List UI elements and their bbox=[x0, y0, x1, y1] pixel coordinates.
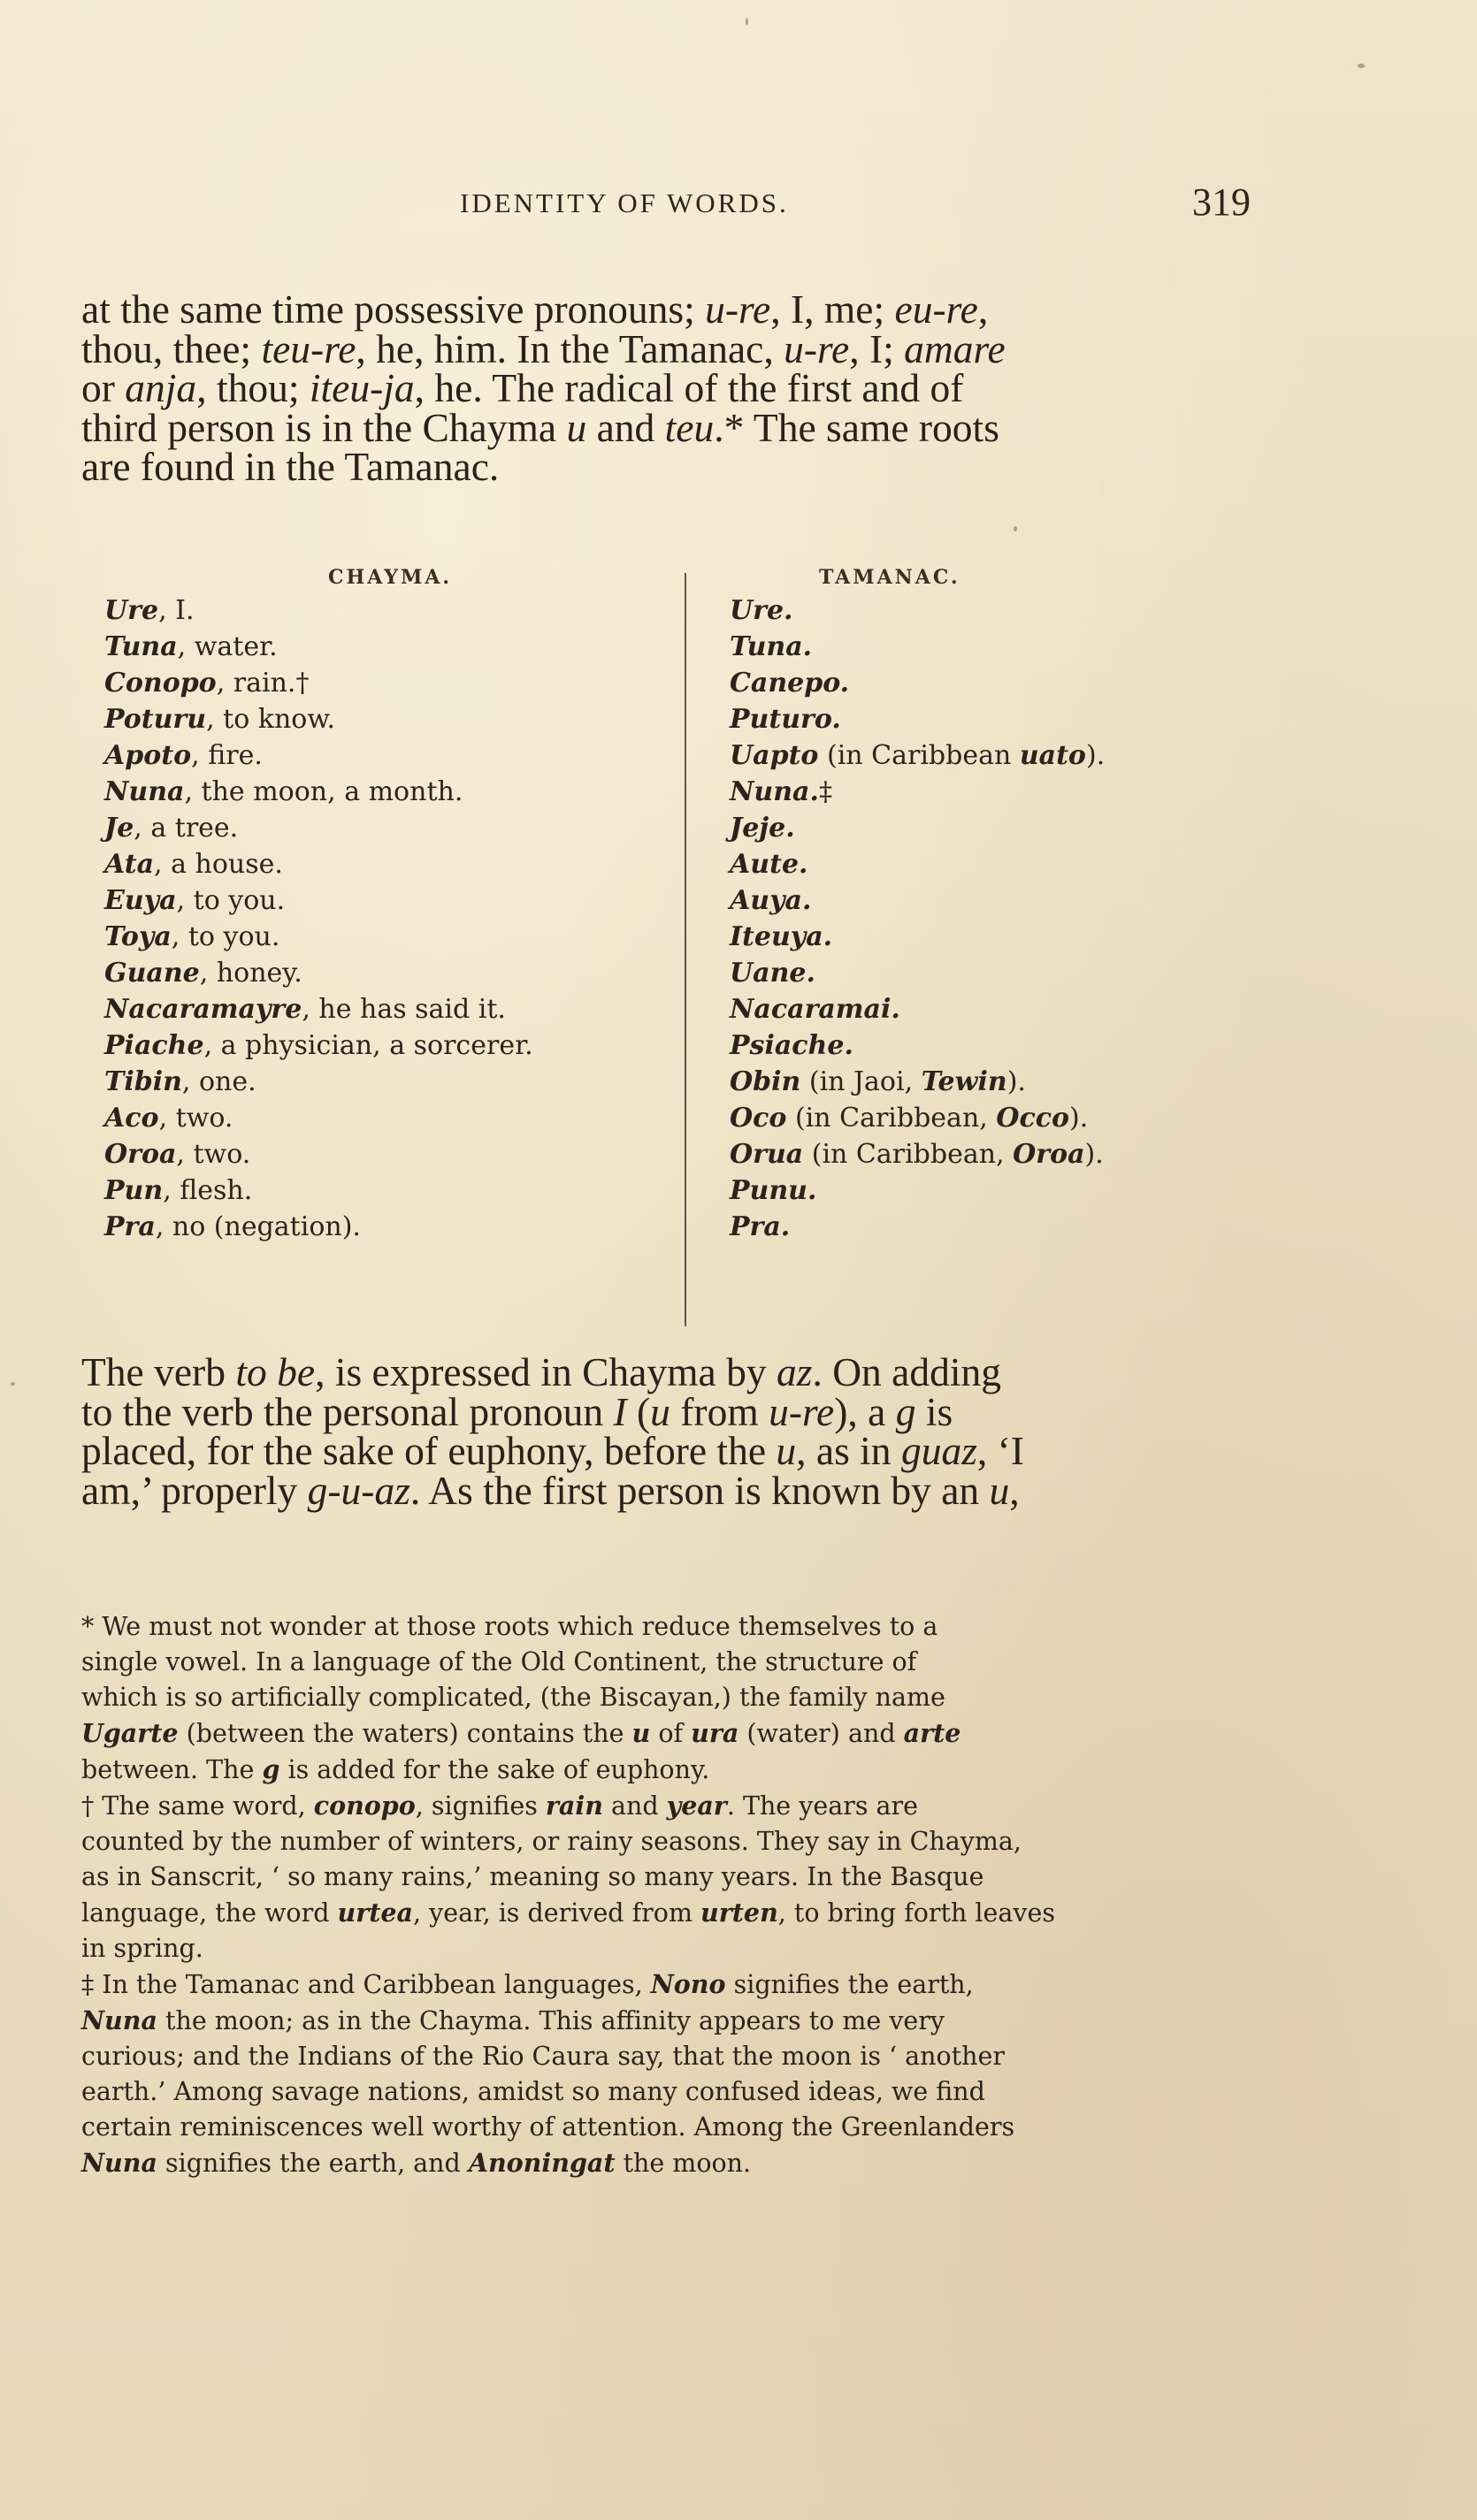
footnote-line bbox=[81, 1966, 1263, 2003]
chayma-word-row bbox=[104, 1027, 533, 1064]
text-run: single vowel. In a language of the Old Continent, the structure of bbox=[81, 1647, 917, 1676]
page-number: 319 bbox=[1192, 180, 1251, 224]
italic-text: Oroa bbox=[104, 1139, 177, 1170]
italic-text: u bbox=[989, 1467, 1010, 1513]
text-run: , two. bbox=[176, 1139, 251, 1170]
tamanac-word-row bbox=[730, 991, 1105, 1027]
footnote-line bbox=[81, 1645, 1263, 1680]
text-run: .* The same roots bbox=[714, 404, 999, 450]
footnote-line bbox=[81, 1859, 1263, 1895]
text-run: between. The bbox=[81, 1755, 263, 1784]
italic-text: Aute. bbox=[730, 849, 808, 880]
paper-speck bbox=[1358, 64, 1365, 68]
footnote-line bbox=[81, 1788, 1263, 1824]
italic-text: urten bbox=[700, 1898, 778, 1928]
text-run: and bbox=[602, 1791, 667, 1821]
italic-text: iteu-ja bbox=[309, 365, 415, 410]
text-run: , I; bbox=[849, 325, 905, 371]
text-run: and bbox=[586, 404, 665, 450]
text-run: is added for the sake of euphony. bbox=[279, 1755, 710, 1784]
italic-text: Nono bbox=[650, 1969, 726, 1999]
text-run: thou, thee; bbox=[81, 325, 262, 371]
italic-text: uato bbox=[1019, 740, 1086, 771]
chayma-word-row bbox=[104, 1209, 533, 1245]
italic-text: Occo bbox=[996, 1103, 1070, 1134]
text-run: , ‘I bbox=[976, 1428, 1024, 1473]
chayma-word-row bbox=[104, 737, 533, 774]
text-run: . On adding bbox=[812, 1349, 1002, 1394]
text-run: which is so artificially complicated, (the Biscayan,) the family name bbox=[81, 1683, 945, 1712]
italic-text: Oroa bbox=[1013, 1139, 1085, 1170]
text-run: , thou; bbox=[196, 365, 310, 410]
text-run: curious; and the Indians of the Rio Caura say, that the moon is ‘ another bbox=[81, 2042, 1005, 2071]
italic-text: Tuna bbox=[104, 631, 178, 662]
italic-text: Toya bbox=[104, 921, 172, 952]
text-run: (in Caribbean bbox=[818, 740, 1020, 771]
text-run: ‡ In the Tamanac and Caribbean languages, bbox=[81, 1970, 651, 1999]
column-divider bbox=[685, 573, 686, 1326]
italic-text: Ugarte bbox=[81, 1718, 179, 1748]
italic-text: teu-re bbox=[261, 325, 356, 371]
italic-text: Nuna. bbox=[730, 776, 819, 807]
text-run: , a physician, a sorcerer. bbox=[203, 1030, 533, 1061]
text-run: earth.’ Among savage nations, amidst so many confused ideas, we find bbox=[81, 2077, 985, 2106]
italic-text: g-u-az bbox=[307, 1467, 410, 1513]
italic-text: year bbox=[666, 1791, 727, 1821]
italic-text: Canepo. bbox=[730, 668, 850, 699]
footnote-line bbox=[81, 2003, 1263, 2039]
italic-text: conopo bbox=[313, 1791, 416, 1821]
text-run: ). bbox=[1085, 740, 1106, 771]
chayma-word-row bbox=[104, 1136, 533, 1172]
text-run: , honey. bbox=[199, 958, 302, 989]
text-run: am,’ properly bbox=[81, 1467, 308, 1513]
text-run: (water) and bbox=[738, 1719, 904, 1748]
tamanac-word-row bbox=[730, 665, 1105, 701]
chayma-word-row bbox=[104, 955, 533, 991]
text-run: , to you. bbox=[176, 885, 286, 916]
italic-text: Poturu bbox=[104, 704, 207, 735]
text-run: , to know. bbox=[206, 704, 336, 735]
italic-text: Apoto bbox=[104, 740, 192, 771]
text-run: ), a bbox=[834, 1388, 896, 1434]
text-run: , the moon, a month. bbox=[184, 776, 463, 807]
text-line bbox=[81, 1388, 1263, 1434]
chayma-word-row bbox=[104, 810, 533, 846]
tamanac-word-row bbox=[730, 1172, 1105, 1209]
italic-text: Aco bbox=[104, 1103, 159, 1134]
footnote-line bbox=[81, 2039, 1263, 2074]
italic-text: I bbox=[613, 1388, 627, 1434]
text-run: (in Jaoi, bbox=[800, 1066, 922, 1097]
chayma-word-row bbox=[104, 701, 533, 737]
footnote-line bbox=[81, 1715, 1263, 1752]
text-run: ). bbox=[1084, 1139, 1104, 1170]
italic-text: rain bbox=[545, 1791, 603, 1821]
italic-text: Auya. bbox=[730, 885, 812, 916]
text-run: , he, him. In the Tamanac, bbox=[356, 325, 784, 371]
text-run: from bbox=[670, 1388, 769, 1434]
text-run: signifies the earth, and bbox=[157, 2149, 469, 2178]
italic-text: az bbox=[776, 1349, 813, 1394]
text-line bbox=[81, 325, 1263, 371]
italic-text: Ure. bbox=[730, 595, 793, 626]
footnote-line bbox=[81, 1752, 1263, 1788]
italic-text: Uapto bbox=[730, 740, 819, 771]
tamanac-column bbox=[730, 592, 1105, 1245]
text-run: , rain.† bbox=[216, 668, 310, 699]
tamanac-word-row bbox=[730, 1136, 1105, 1172]
italic-text: Pra. bbox=[730, 1211, 791, 1242]
italic-text: g bbox=[895, 1388, 916, 1434]
tamanac-word-row bbox=[730, 701, 1105, 737]
text-line bbox=[81, 444, 1263, 489]
italic-text: Ure bbox=[104, 595, 159, 626]
text-run: . The years are bbox=[726, 1791, 918, 1821]
tamanac-word-row bbox=[730, 882, 1105, 919]
italic-text: Orua bbox=[730, 1139, 804, 1170]
italic-text: u bbox=[566, 404, 587, 450]
footnote-line bbox=[81, 1931, 1263, 1966]
text-run: signifies the earth, bbox=[725, 1970, 974, 1999]
italic-text: Tibin bbox=[104, 1066, 182, 1097]
text-run: , bbox=[977, 286, 989, 332]
tamanac-word-row bbox=[730, 1064, 1105, 1100]
text-run: or bbox=[81, 365, 126, 410]
italic-text: Nuna bbox=[81, 2005, 157, 2035]
italic-text: Anoningat bbox=[468, 2148, 616, 2178]
tamanac-word-row bbox=[730, 629, 1105, 665]
word-comparison-table bbox=[104, 566, 1228, 1326]
italic-text: Iteuya. bbox=[730, 921, 833, 952]
italic-text: u bbox=[631, 1718, 651, 1748]
footnote-line bbox=[81, 1680, 1263, 1715]
text-run: * We must not wonder at those roots which reduce themselves to a bbox=[81, 1612, 938, 1641]
text-run: , he has said it. bbox=[302, 994, 506, 1025]
italic-text: Piache bbox=[104, 1030, 204, 1061]
chayma-word-row bbox=[104, 991, 533, 1027]
text-line bbox=[81, 1428, 1263, 1473]
text-run: , year, is derived from bbox=[413, 1898, 701, 1928]
text-run: ). bbox=[1006, 1066, 1026, 1097]
italic-text: Jeje. bbox=[730, 813, 795, 844]
text-run: , signifies bbox=[415, 1791, 546, 1821]
text-run: , one. bbox=[181, 1066, 256, 1097]
italic-text: Conopo bbox=[104, 668, 217, 699]
text-line bbox=[81, 1467, 1263, 1513]
chayma-word-row bbox=[104, 1064, 533, 1100]
text-run: third person is in the Chayma bbox=[81, 404, 567, 450]
text-run: (in Caribbean, bbox=[786, 1103, 997, 1134]
text-run: , he. The radical of the first and of bbox=[414, 365, 964, 410]
italic-text: arte bbox=[903, 1718, 961, 1748]
italic-text: Pra bbox=[104, 1211, 156, 1242]
text-run: , is expressed in Chayma by bbox=[315, 1349, 777, 1394]
italic-text: u-re bbox=[784, 325, 850, 371]
text-run: , I, me; bbox=[770, 286, 895, 332]
text-run: is bbox=[915, 1388, 953, 1434]
footnote-line bbox=[81, 1609, 1263, 1645]
paper-speck bbox=[746, 18, 748, 26]
italic-text: Punu. bbox=[730, 1175, 817, 1206]
chayma-column bbox=[104, 592, 533, 1245]
text-run: , a tree. bbox=[134, 813, 239, 844]
text-run: , flesh. bbox=[163, 1175, 253, 1206]
footnote-line bbox=[81, 1824, 1263, 1859]
italic-text: u-re bbox=[769, 1388, 835, 1434]
text-run: of bbox=[650, 1719, 692, 1748]
tamanac-column-heading: TAMANAC. bbox=[819, 566, 960, 589]
chayma-word-row bbox=[104, 1172, 533, 1209]
text-line bbox=[81, 1349, 1263, 1394]
chayma-word-row bbox=[104, 665, 533, 701]
tamanac-word-row bbox=[730, 774, 1105, 810]
text-run: at the same time possessive pronouns; bbox=[81, 286, 706, 332]
italic-text: Nacaramayre bbox=[104, 994, 302, 1025]
italic-text: u bbox=[776, 1428, 797, 1473]
italic-text: guaz bbox=[900, 1428, 977, 1473]
italic-text: Pun bbox=[104, 1175, 164, 1206]
chayma-word-row bbox=[104, 919, 533, 955]
text-run: , no (negation). bbox=[155, 1211, 361, 1242]
italic-text: Je bbox=[104, 813, 134, 844]
text-line bbox=[81, 365, 1263, 410]
footnote-line bbox=[81, 2110, 1263, 2145]
chayma-word-row bbox=[104, 629, 533, 665]
italic-text: Psiache. bbox=[730, 1030, 853, 1061]
italic-text: urtea bbox=[337, 1898, 413, 1928]
text-run: . As the first person is known by an bbox=[409, 1467, 990, 1513]
italic-text: Guane bbox=[104, 958, 200, 989]
text-run: , bbox=[1009, 1467, 1020, 1513]
text-run: , water. bbox=[177, 631, 278, 662]
chayma-column-heading: CHAYMA. bbox=[328, 566, 453, 589]
italic-text: Tewin bbox=[921, 1066, 1007, 1097]
text-run: , fire. bbox=[191, 740, 263, 771]
text-run: to the verb the personal pronoun bbox=[81, 1388, 614, 1434]
text-run: ‡ bbox=[818, 776, 832, 807]
footnote-line bbox=[81, 2145, 1263, 2181]
italic-text: u-re bbox=[705, 286, 771, 332]
text-run: counted by the number of winters, or rainy seasons. They say in Chayma, bbox=[81, 1827, 1022, 1856]
tamanac-word-row bbox=[730, 955, 1105, 991]
tamanac-word-row bbox=[730, 1100, 1105, 1136]
italic-text: g bbox=[262, 1754, 280, 1784]
footnotes bbox=[81, 1609, 1263, 2181]
text-run: , to bring forth leaves bbox=[777, 1898, 1055, 1928]
text-line bbox=[81, 404, 1263, 450]
verb-paragraph bbox=[81, 1349, 1263, 1513]
italic-text: Ata bbox=[104, 849, 155, 880]
text-run: , as in bbox=[796, 1428, 901, 1473]
italic-text: Nuna bbox=[81, 2148, 157, 2178]
text-run: , to you. bbox=[171, 921, 280, 952]
tamanac-word-row bbox=[730, 592, 1105, 629]
paper-speck bbox=[11, 1382, 15, 1386]
text-run: ( bbox=[626, 1388, 651, 1434]
text-run: The verb bbox=[81, 1349, 236, 1394]
italic-text: Puturo. bbox=[730, 704, 841, 735]
text-run: as in Sanscrit, ‘ so many rains,’ meaning so many years. In the Basque bbox=[81, 1862, 984, 1891]
chayma-word-row bbox=[104, 592, 533, 629]
text-line bbox=[81, 286, 1263, 332]
paper-speck bbox=[1014, 526, 1017, 531]
text-run: the moon. bbox=[615, 2149, 752, 2178]
tamanac-word-row bbox=[730, 919, 1105, 955]
footnote-line bbox=[81, 1895, 1263, 1931]
italic-text: to be bbox=[235, 1349, 316, 1394]
tamanac-word-row bbox=[730, 737, 1105, 774]
text-run: † The same word, bbox=[81, 1791, 314, 1821]
italic-text: Nuna bbox=[104, 776, 185, 807]
italic-text: Obin bbox=[730, 1066, 801, 1097]
text-run: in spring. bbox=[81, 1934, 203, 1963]
text-run: certain reminiscences well worthy of attention. Among the Greenlanders bbox=[81, 2112, 1015, 2142]
italic-text: Euya bbox=[104, 885, 177, 916]
chayma-word-row bbox=[104, 774, 533, 810]
running-head: IDENTITY OF WORDS. bbox=[460, 187, 789, 218]
italic-text: u bbox=[650, 1388, 670, 1434]
italic-text: ura bbox=[691, 1718, 739, 1748]
tamanac-word-row bbox=[730, 846, 1105, 882]
italic-text: Nacaramai. bbox=[730, 994, 900, 1025]
text-run: , I. bbox=[158, 595, 195, 626]
text-run: language, the word bbox=[81, 1898, 338, 1928]
text-run: (in Caribbean, bbox=[803, 1139, 1014, 1170]
text-run: are found in the Tamanac. bbox=[81, 444, 500, 489]
text-run: , two. bbox=[158, 1103, 233, 1134]
text-run: placed, for the sake of euphony, before the bbox=[81, 1428, 777, 1473]
chayma-word-row bbox=[104, 846, 533, 882]
tamanac-word-row bbox=[730, 1027, 1105, 1064]
tamanac-word-row bbox=[730, 1209, 1105, 1245]
intro-paragraph bbox=[81, 286, 1263, 489]
italic-text: teu bbox=[664, 404, 715, 450]
text-run: , a house. bbox=[154, 849, 283, 880]
tamanac-word-row bbox=[730, 810, 1105, 846]
italic-text: Tuna. bbox=[730, 631, 813, 662]
italic-text: Uane. bbox=[730, 958, 815, 989]
text-run: ). bbox=[1069, 1103, 1089, 1134]
chayma-word-row bbox=[104, 882, 533, 919]
text-run: the moon; as in the Chayma. This affinity appears to me very bbox=[157, 2006, 945, 2035]
italic-text: amare bbox=[904, 325, 1006, 371]
italic-text: eu-re bbox=[894, 286, 978, 332]
text-run: (between the waters) contains the bbox=[178, 1719, 632, 1748]
italic-text: anja bbox=[125, 365, 197, 410]
footnote-line bbox=[81, 2074, 1263, 2110]
italic-text: Oco bbox=[730, 1103, 787, 1134]
chayma-word-row bbox=[104, 1100, 533, 1136]
